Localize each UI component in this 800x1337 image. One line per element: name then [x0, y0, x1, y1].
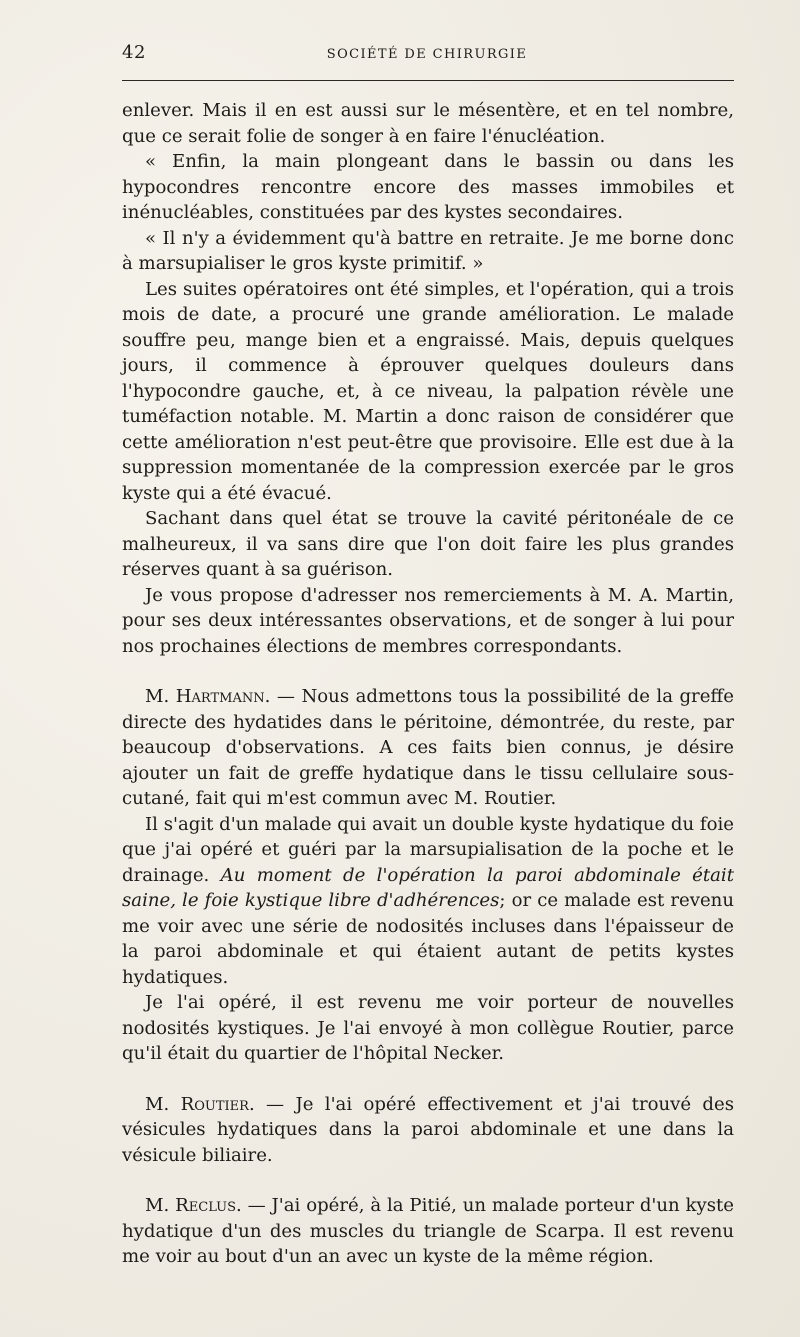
- reclus-intervention: [122, 1193, 734, 1270]
- speaker-dash: —: [241, 1195, 272, 1216]
- routier-intervention: [122, 1092, 734, 1169]
- intervention-text: Je l'ai opéré effectivement et j'ai trouvé des vésicules hydatiques dans la paroi abdominale et une dans la vésicule biliaire.: [122, 1093, 734, 1166]
- speaker-name: M. Hartmann.: [145, 686, 271, 707]
- paragraph-text: ; or ce malade est revenu me voir avec une série de nodosités incluses dans l'épaisseur de la paroi abdominale et qui étaient autant de petits kystes hydatiques.: [122, 890, 734, 988]
- speaker-dash: —: [270, 686, 302, 707]
- header-rule: [122, 80, 734, 81]
- page-header: [122, 42, 732, 72]
- italic-passage: Au moment de l'opération la paroi abdominale était saine, le foie kystique libre d'adhérences: [122, 864, 734, 911]
- intervention-text: Nous admettons tous la possibilité de la greffe directe des hydatides dans le péritoine, démontrée, du reste, par beaucoup d'observations. A ces faits bien connus, je désire ajouter un fait de greffe hydatique dans le tissu cellulaire sous-cutané, fait qui m'est commun avec M. Routier.: [122, 686, 734, 809]
- intervention-text: J'ai opéré, à la Pitié, un malade porteur d'un kyste hydatique d'un des muscles du triangle de Scarpa. Il est revenu me voir au bout d'un an avec un kyste de la même région.: [122, 1195, 734, 1267]
- speaker-name: M. Reclus.: [145, 1195, 242, 1216]
- paragraph-text: Il s'agit d'un malade qui avait un double kyste hydatique du foie que j'ai opéré et guéri par la marsupialisation de la poche et le drainage.: [122, 813, 734, 886]
- page-number: 42: [122, 42, 146, 63]
- speaker-name: M. Routier.: [145, 1093, 255, 1115]
- hartmann-intervention: [122, 684, 734, 812]
- running-title: SOCIÉTÉ DE CHIRURGIE: [326, 47, 528, 62]
- paragraph: « Il n'y a évidemment qu'à battre en retraite. Je me borne donc à marsupialiser le gros kyste primitif. »: [122, 227, 734, 274]
- paragraph: Sachant dans quel état se trouve la cavité péritonéale de ce malheureux, il va sans dire que l'on doit faire les plus grandes réserves quant à sa guérison.: [122, 508, 734, 580]
- paragraph: « Enfin, la main plongeant dans le bassin ou dans les hypocondres rencontre encore des masses immobiles et inénucléables, constituées par des kystes secondaires.: [122, 151, 734, 223]
- body-text: [122, 98, 734, 1270]
- paragraph: enlever. Mais il en est aussi sur le mésentère, et en tel nombre, que ce serait folie de songer à en faire l'énucléation.: [122, 100, 734, 147]
- speaker-dash: —: [254, 1093, 296, 1115]
- paragraph: Les suites opératoires ont été simples, et l'opération, qui a trois mois de date, a procuré une grande amélioration. Le malade souffre peu, mange bien et a engraissé. Mais, depuis quelques jours, il commence à éprouver quelques douleurs dans l'hypocondre gauche, et, à ce niveau, la palpation révèle une tuméfaction notable. M. Martin a donc raison de considérer que cette amélioration n'est peut-être que provisoire. Elle est due à la suppression momentanée de la compression exercée par le gros kyste qui a été évacué.: [122, 278, 734, 504]
- paragraph: Je l'ai opéré, il est revenu me voir porteur de nouvelles nodosités kystiques. Je l'ai envoyé à mon collègue Routier, parce qu'il était du quartier de l'hôpital Necker.: [122, 992, 734, 1064]
- paragraph: Je vous propose d'adresser nos remerciements à M. A. Martin, pour ses deux intéressantes observations, et de songer à lui pour nos prochaines élections de membres correspondants.: [122, 584, 734, 657]
- paragraph: [122, 812, 734, 991]
